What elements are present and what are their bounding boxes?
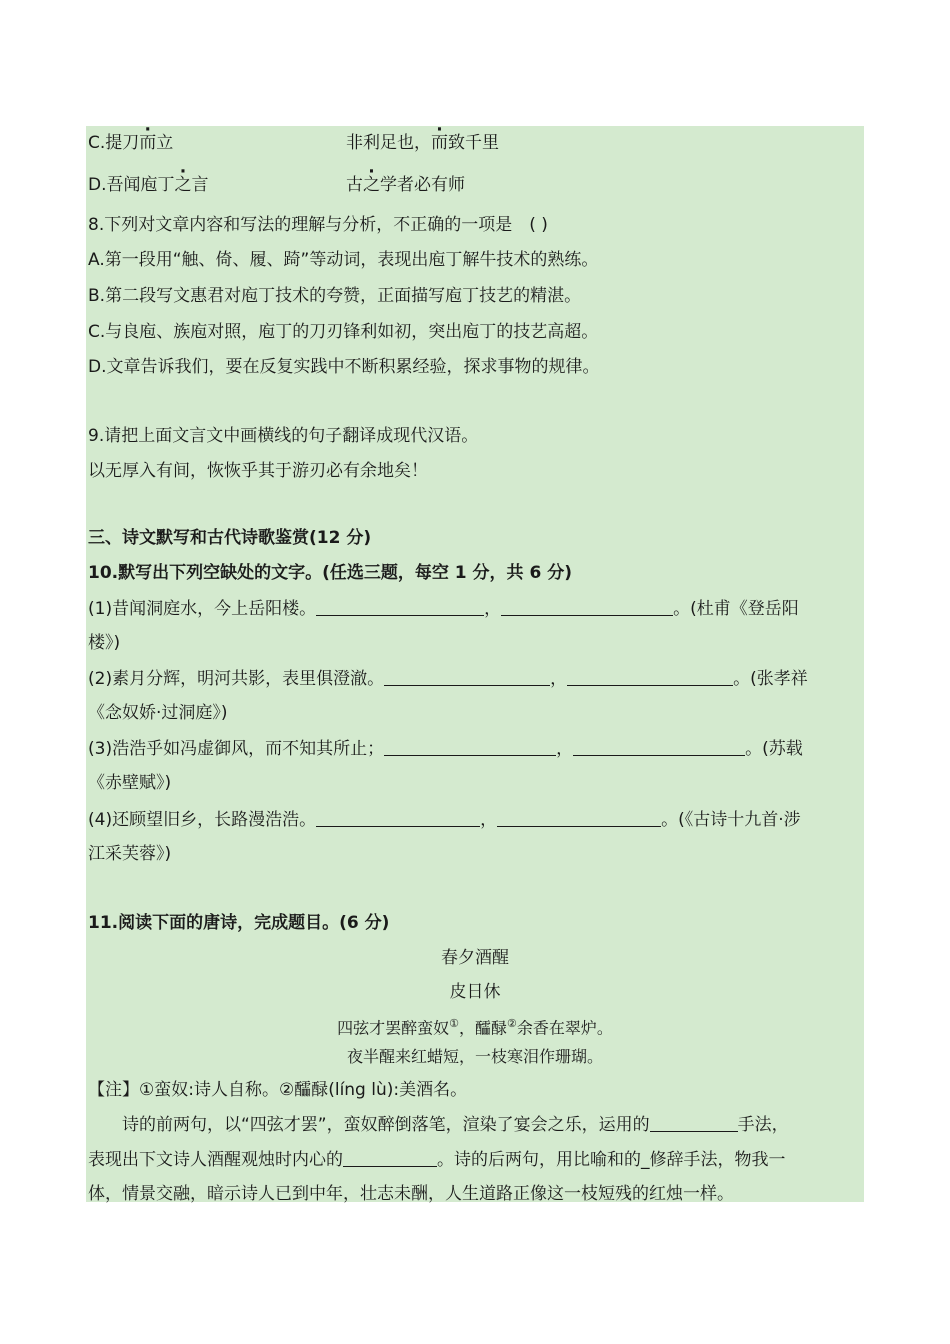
analysis-line-3: 体，情景交融，暗示诗人已到中年，壮志未酬，人生道路正像这一枝短残的红烛一样。	[88, 1184, 734, 1204]
q10-item-4: (4)还顾望旧乡，长路漫浩浩。 ， 。(《古诗十九首·涉	[88, 810, 801, 830]
answer-blank[interactable]	[573, 737, 745, 756]
q9-sentence: 以无厚入有间，恢恢乎其于游刃必有余地矣！	[88, 461, 428, 481]
analysis-line-2: 表现出下文诗人酒醒观烛时内心的 。诗的后两句，用比喻和的_修辞手法，物我一	[88, 1150, 786, 1170]
answer-blank[interactable]	[501, 597, 673, 616]
q8-option-b: B.第二段写文惠君对庖丁技术的夸赞，正面描写庖丁技艺的精湛。	[88, 286, 582, 306]
answer-blank[interactable]	[343, 1148, 437, 1167]
q7-option-c: C.提刀而立	[88, 133, 174, 153]
q10-item-2-wrap: 《念奴娇·过洞庭》)	[88, 703, 228, 723]
answer-blank[interactable]	[567, 667, 733, 686]
q10-item-4-wrap: 江采芙蓉》)	[88, 844, 172, 864]
q7-option-d: D.吾闻庖丁之言	[88, 175, 209, 195]
answer-blank[interactable]	[650, 1113, 738, 1132]
q10-item-1-wrap: 楼》)	[88, 633, 121, 653]
analysis-line-1: 诗的前两句，以“四弦才罢”，蛮奴醉倒落笔，渲染了宴会之乐，运用的 手法，	[122, 1115, 789, 1135]
answer-blank[interactable]	[384, 737, 556, 756]
answer-blank[interactable]	[316, 597, 484, 616]
q8-option-a: A.第一段用“触、倚、履、踦”等动词，表现出庖丁解牛技术的熟练。	[88, 250, 599, 270]
q10-item-3-wrap: 《赤壁赋》)	[88, 773, 172, 793]
q8-stem: 8.下列对文章内容和写法的理解与分析，不正确的一项是 ( )	[88, 215, 548, 235]
answer-blank[interactable]	[316, 808, 480, 827]
answer-blank[interactable]	[384, 667, 550, 686]
emphasis-char: 而	[431, 133, 448, 153]
q7-option-d-compare: 古之学者必有师	[346, 175, 465, 195]
section-title: 三、诗文默写和古代诗歌鉴赏(12 分)	[88, 528, 372, 548]
q9-stem: 9.请把上面文言文中画横线的句子翻译成现代汉语。	[88, 426, 479, 446]
emphasis-char: 而	[139, 133, 157, 153]
q10-item-3: (3)浩浩乎如冯虚御风，而不知其所止； ， 。(苏载	[88, 739, 803, 759]
answer-blank[interactable]	[497, 808, 661, 827]
poem-line-1: 四弦才罢醉蛮奴①，醽醁②余香在翠炉。	[337, 1017, 613, 1038]
q10-stem: 10.默写出下列空缺处的文字。(任选三题，每空 1 分，共 6 分)	[88, 563, 572, 583]
q7-option-c-compare: 非利足也，而致千里	[346, 133, 499, 153]
q8-option-d: D.文章告诉我们，要在反复实践中不断积累经验，探求事物的规律。	[88, 357, 600, 377]
q11-stem: 11.阅读下面的唐诗，完成题目。(6 分)	[88, 913, 390, 933]
poem-title: 春夕酒醒	[441, 948, 509, 968]
q10-item-2: (2)素月分辉，明河共影，表里俱澄澈。 ， 。(张孝祥	[88, 669, 808, 689]
emphasis-char: 之	[174, 175, 192, 195]
emphasis-char: 之	[363, 175, 380, 195]
q10-item-1: (1)昔闻洞庭水，今上岳阳楼。 ， 。(杜甫《登岳阳	[88, 599, 799, 619]
poem-note: 【注】①蛮奴:诗人自称。②醽醁(líng lù):美酒名。	[88, 1080, 468, 1100]
q8-option-c: C.与良庖、族庖对照，庖丁的刀刃锋利如初，突出庖丁的技艺高超。	[88, 322, 599, 342]
poem-line-2: 夜半醒来红蜡短，一枝寒泪作珊瑚。	[346, 1047, 603, 1066]
poem-author: 皮日休	[449, 982, 501, 1002]
